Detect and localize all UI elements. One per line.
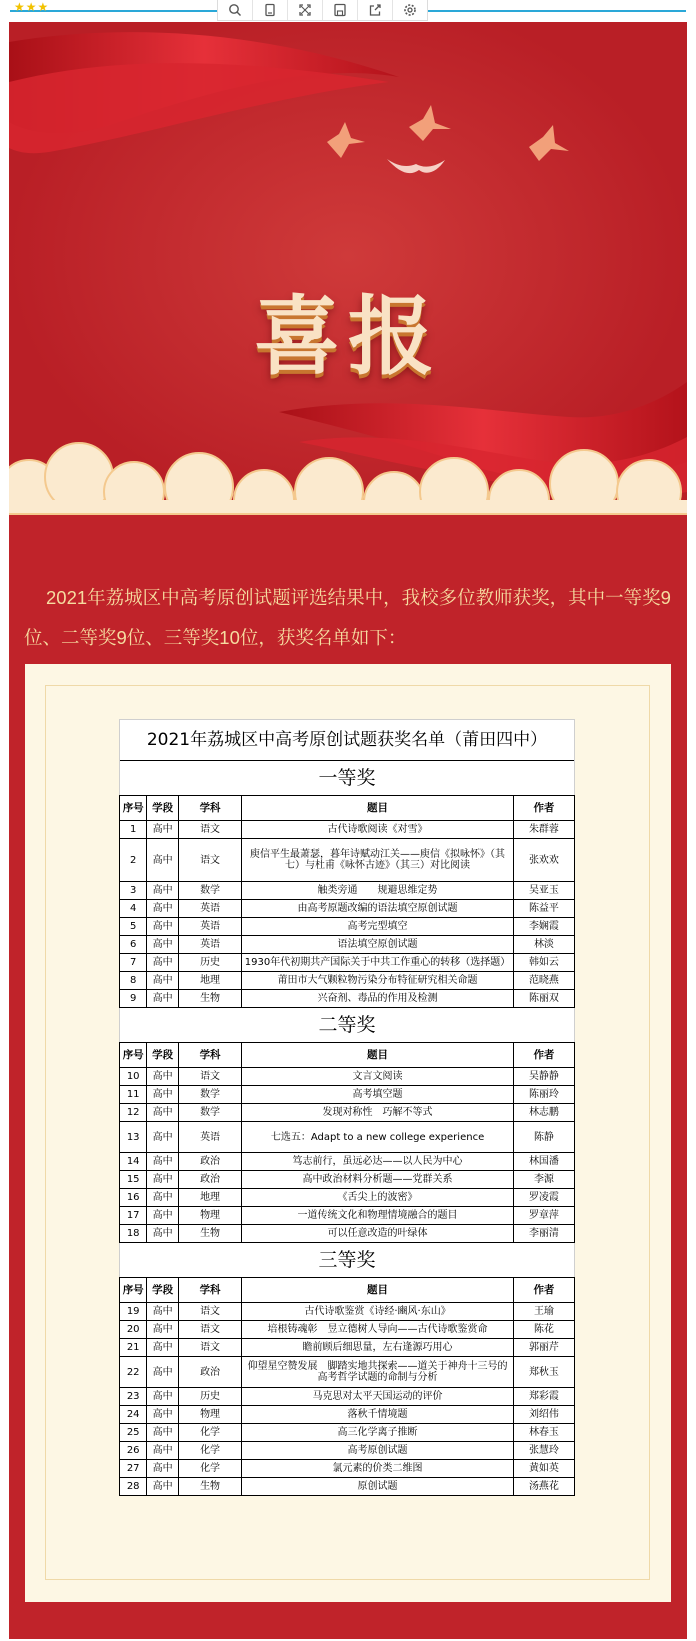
table-row	[120, 972, 575, 990]
section-title-row	[120, 761, 575, 796]
row-stage: 高中	[147, 1104, 179, 1122]
table-row	[120, 918, 575, 936]
poster-title: 喜报	[254, 286, 442, 387]
table-row	[120, 1171, 575, 1189]
table-row	[120, 954, 575, 972]
top-bar	[0, 0, 696, 22]
row-subject: 地理	[178, 1189, 241, 1207]
row-stage: 高中	[147, 1388, 179, 1406]
row-author: 林志鹏	[513, 1104, 574, 1122]
row-subject: 历史	[178, 954, 241, 972]
row-subject: 物理	[178, 1406, 241, 1424]
row-author: 吴静静	[513, 1068, 574, 1086]
row-author: 林国潘	[513, 1153, 574, 1171]
table-row	[120, 1357, 575, 1388]
table-row	[120, 1442, 575, 1460]
row-subject: 语文	[178, 1068, 241, 1086]
row-index: 19	[120, 1303, 147, 1321]
column-header: 序号	[120, 1278, 147, 1303]
row-index: 4	[120, 900, 147, 918]
row-index: 10	[120, 1068, 147, 1086]
row-subject: 语文	[178, 1303, 241, 1321]
search-icon[interactable]	[218, 0, 253, 20]
row-subject: 物理	[178, 1207, 241, 1225]
column-header: 序号	[120, 796, 147, 821]
row-index: 28	[120, 1478, 147, 1496]
row-author: 刘绍伟	[513, 1406, 574, 1424]
settings-icon[interactable]	[393, 0, 427, 20]
row-index: 16	[120, 1189, 147, 1207]
row-stage: 高中	[147, 1189, 179, 1207]
row-index: 2	[120, 839, 147, 882]
row-index: 24	[120, 1406, 147, 1424]
row-index: 9	[120, 990, 147, 1008]
row-subject: 历史	[178, 1388, 241, 1406]
row-topic: 发现对称性 巧解不等式	[242, 1104, 514, 1122]
row-topic: 触类旁通 规避思维定势	[242, 882, 514, 900]
column-header: 序号	[120, 1043, 147, 1068]
row-stage: 高中	[147, 936, 179, 954]
row-topic: 培根铸魂彰 昱立德树人导向——古代诗歌鉴赏命	[242, 1321, 514, 1339]
row-subject: 英语	[178, 1122, 241, 1153]
row-subject: 语文	[178, 821, 241, 839]
row-topic: 高考原创试题	[242, 1442, 514, 1460]
row-author: 张欢欢	[513, 839, 574, 882]
row-index: 12	[120, 1104, 147, 1122]
row-subject: 生物	[178, 990, 241, 1008]
row-stage: 高中	[147, 1153, 179, 1171]
row-stage: 高中	[147, 1122, 179, 1153]
row-index: 15	[120, 1171, 147, 1189]
row-subject: 地理	[178, 972, 241, 990]
row-topic: 氯元素的价类二维图	[242, 1460, 514, 1478]
table-row	[120, 1339, 575, 1357]
row-author: 李娴霞	[513, 918, 574, 936]
row-author: 王瑜	[513, 1303, 574, 1321]
award-level-title: 三等奖	[120, 1243, 575, 1278]
row-topic: 笃志前行，虽远必达——以人民为中心	[242, 1153, 514, 1171]
row-index: 7	[120, 954, 147, 972]
row-stage: 高中	[147, 1068, 179, 1086]
row-index: 5	[120, 918, 147, 936]
row-topic: 马克思对太平天国运动的评价	[242, 1388, 514, 1406]
row-topic: 1930年代初期共产国际关于中共工作重心的转移（选择题）	[242, 954, 514, 972]
row-topic: 仰望星空赞发展 脚踏实地共探索——道关于神舟十三号的高考哲学试题的命制与分析	[242, 1357, 514, 1388]
row-author: 朱群蓉	[513, 821, 574, 839]
table-row	[120, 1122, 575, 1153]
star-decoration-icon: ★★★	[14, 0, 50, 14]
award-level-title: 二等奖	[120, 1008, 575, 1043]
row-index: 11	[120, 1086, 147, 1104]
table-row	[120, 1321, 575, 1339]
row-topic: 莆田市大气颗粒物污染分布特征研究相关命题	[242, 972, 514, 990]
column-header: 题目	[242, 796, 514, 821]
header-row	[120, 1043, 575, 1068]
row-index: 13	[120, 1122, 147, 1153]
save-icon[interactable]	[323, 0, 358, 20]
row-author: 罗章萍	[513, 1207, 574, 1225]
row-author: 汤燕花	[513, 1478, 574, 1496]
row-subject: 英语	[178, 918, 241, 936]
row-stage: 高中	[147, 1442, 179, 1460]
row-stage: 高中	[147, 1357, 179, 1388]
row-subject: 英语	[178, 900, 241, 918]
column-header: 作者	[513, 1043, 574, 1068]
row-author: 罗凌霞	[513, 1189, 574, 1207]
row-subject: 数学	[178, 1086, 241, 1104]
table-row	[120, 1406, 575, 1424]
row-topic: 七选五：Adapt to a new college experience	[242, 1122, 514, 1153]
row-subject: 化学	[178, 1424, 241, 1442]
row-topic: 高中政治材料分析题——党群关系	[242, 1171, 514, 1189]
row-topic: 瞻前顾后细思量，左右逢源巧用心	[242, 1339, 514, 1357]
row-stage: 高中	[147, 1321, 179, 1339]
row-topic: 兴奋剂、毒品的作用及检测	[242, 990, 514, 1008]
row-author: 范晓燕	[513, 972, 574, 990]
row-index: 8	[120, 972, 147, 990]
row-stage: 高中	[147, 1303, 179, 1321]
table-row	[120, 1153, 575, 1171]
banner	[9, 22, 687, 542]
row-topic: 可以任意改造的叶绿体	[242, 1225, 514, 1243]
header-row	[120, 796, 575, 821]
row-author: 陈花	[513, 1321, 574, 1339]
column-header: 题目	[242, 1278, 514, 1303]
row-stage: 高中	[147, 1339, 179, 1357]
row-author: 林淡	[513, 936, 574, 954]
row-author: 吴亚玉	[513, 882, 574, 900]
row-stage: 高中	[147, 1225, 179, 1243]
column-header: 作者	[513, 796, 574, 821]
row-index: 23	[120, 1388, 147, 1406]
row-author: 韩如云	[513, 954, 574, 972]
table-row	[120, 821, 575, 839]
row-topic: 由高考原题改编的语法填空原创试题	[242, 900, 514, 918]
column-header: 学段	[147, 1278, 179, 1303]
image-toolbar	[217, 0, 428, 21]
row-subject: 英语	[178, 936, 241, 954]
row-stage: 高中	[147, 1171, 179, 1189]
copy-icon[interactable]	[253, 0, 288, 20]
table-row	[120, 1086, 575, 1104]
row-index: 17	[120, 1207, 147, 1225]
row-stage: 高中	[147, 1424, 179, 1442]
row-topic: 语法填空原创试题	[242, 936, 514, 954]
section-title-row	[120, 1008, 575, 1043]
row-stage: 高中	[147, 918, 179, 936]
row-topic: 《舌尖上的波密》	[242, 1189, 514, 1207]
section-title-row	[120, 1243, 575, 1278]
table-caption-row	[120, 720, 575, 761]
row-author: 张慧玲	[513, 1442, 574, 1460]
row-index: 22	[120, 1357, 147, 1388]
row-topic: 古代诗歌阅读《对雪》	[242, 821, 514, 839]
row-author: 林春玉	[513, 1424, 574, 1442]
award-level-title: 一等奖	[120, 761, 575, 796]
row-stage: 高中	[147, 972, 179, 990]
row-subject: 语文	[178, 839, 241, 882]
column-header: 学段	[147, 1043, 179, 1068]
table-row	[120, 900, 575, 918]
row-topic: 原创试题	[242, 1478, 514, 1496]
row-stage: 高中	[147, 990, 179, 1008]
table-row	[120, 1207, 575, 1225]
row-subject: 政治	[178, 1171, 241, 1189]
row-stage: 高中	[147, 1086, 179, 1104]
intro-paragraph: 2021年荔城区中高考原创试题评选结果中，我校多位教师获奖，其中一等奖9位、二等奖9位、三等奖10位，获奖名单如下：	[24, 587, 671, 648]
row-topic: 文言文阅读	[242, 1068, 514, 1086]
row-subject: 政治	[178, 1357, 241, 1388]
row-stage: 高中	[147, 882, 179, 900]
row-topic: 高考填空题	[242, 1086, 514, 1104]
row-subject: 语文	[178, 1321, 241, 1339]
row-author: 李源	[513, 1171, 574, 1189]
row-index: 21	[120, 1339, 147, 1357]
row-stage: 高中	[147, 839, 179, 882]
row-index: 27	[120, 1460, 147, 1478]
column-header: 学段	[147, 796, 179, 821]
column-header: 作者	[513, 1278, 574, 1303]
row-index: 26	[120, 1442, 147, 1460]
row-topic: 一道传统文化和物理情境融合的题目	[242, 1207, 514, 1225]
row-subject: 化学	[178, 1460, 241, 1478]
column-header: 题目	[242, 1043, 514, 1068]
table-row	[120, 1303, 575, 1321]
table-row	[120, 990, 575, 1008]
row-index: 1	[120, 821, 147, 839]
row-topic: 古代诗歌鉴赏《诗经·豳风·东山》	[242, 1303, 514, 1321]
row-author: 郑秋玉	[513, 1357, 574, 1388]
table-row	[120, 839, 575, 882]
row-stage: 高中	[147, 821, 179, 839]
table-row	[120, 1225, 575, 1243]
row-index: 3	[120, 882, 147, 900]
row-author: 郑彩霞	[513, 1388, 574, 1406]
row-stage: 高中	[147, 1460, 179, 1478]
table-caption: 2021年荔城区中高考原创试题获奖名单（莆田四中）	[120, 720, 575, 761]
column-header: 学科	[178, 1278, 241, 1303]
column-header: 学科	[178, 1043, 241, 1068]
row-author: 黄如英	[513, 1460, 574, 1478]
row-topic: 高三化学离子推断	[242, 1424, 514, 1442]
row-author: 陈丽玲	[513, 1086, 574, 1104]
table-row	[120, 936, 575, 954]
row-subject: 语文	[178, 1339, 241, 1357]
row-topic: 高考完型填空	[242, 918, 514, 936]
row-stage: 高中	[147, 1478, 179, 1496]
row-index: 6	[120, 936, 147, 954]
row-stage: 高中	[147, 1207, 179, 1225]
row-author: 陈静	[513, 1122, 574, 1153]
row-stage: 高中	[147, 1406, 179, 1424]
table-row	[120, 882, 575, 900]
row-author: 李丽清	[513, 1225, 574, 1243]
row-topic: 落秋千情境题	[242, 1406, 514, 1424]
row-stage: 高中	[147, 954, 179, 972]
share-icon[interactable]	[358, 0, 393, 20]
table-row	[120, 1460, 575, 1478]
row-subject: 生物	[178, 1225, 241, 1243]
award-table	[119, 719, 575, 1496]
table-row	[120, 1068, 575, 1086]
row-subject: 政治	[178, 1153, 241, 1171]
row-subject: 化学	[178, 1442, 241, 1460]
row-author: 陈丽双	[513, 990, 574, 1008]
table-row	[120, 1424, 575, 1442]
table-row	[120, 1478, 575, 1496]
row-subject: 数学	[178, 882, 241, 900]
fullscreen-icon[interactable]	[288, 0, 323, 20]
row-subject: 生物	[178, 1478, 241, 1496]
row-stage: 高中	[147, 900, 179, 918]
row-index: 14	[120, 1153, 147, 1171]
row-index: 20	[120, 1321, 147, 1339]
header-row	[120, 1278, 575, 1303]
table-row	[120, 1189, 575, 1207]
row-index: 25	[120, 1424, 147, 1442]
row-topic: 庾信平生最萧瑟，暮年诗赋动江关——庾信《拟咏怀》（其七）与杜甫《咏怀古迹》（其三）对比阅读	[242, 839, 514, 882]
row-subject: 数学	[178, 1104, 241, 1122]
table-row	[120, 1104, 575, 1122]
table-row	[120, 1388, 575, 1406]
row-author: 郭丽芹	[513, 1339, 574, 1357]
row-author: 陈益平	[513, 900, 574, 918]
row-index: 18	[120, 1225, 147, 1243]
column-header: 学科	[178, 796, 241, 821]
